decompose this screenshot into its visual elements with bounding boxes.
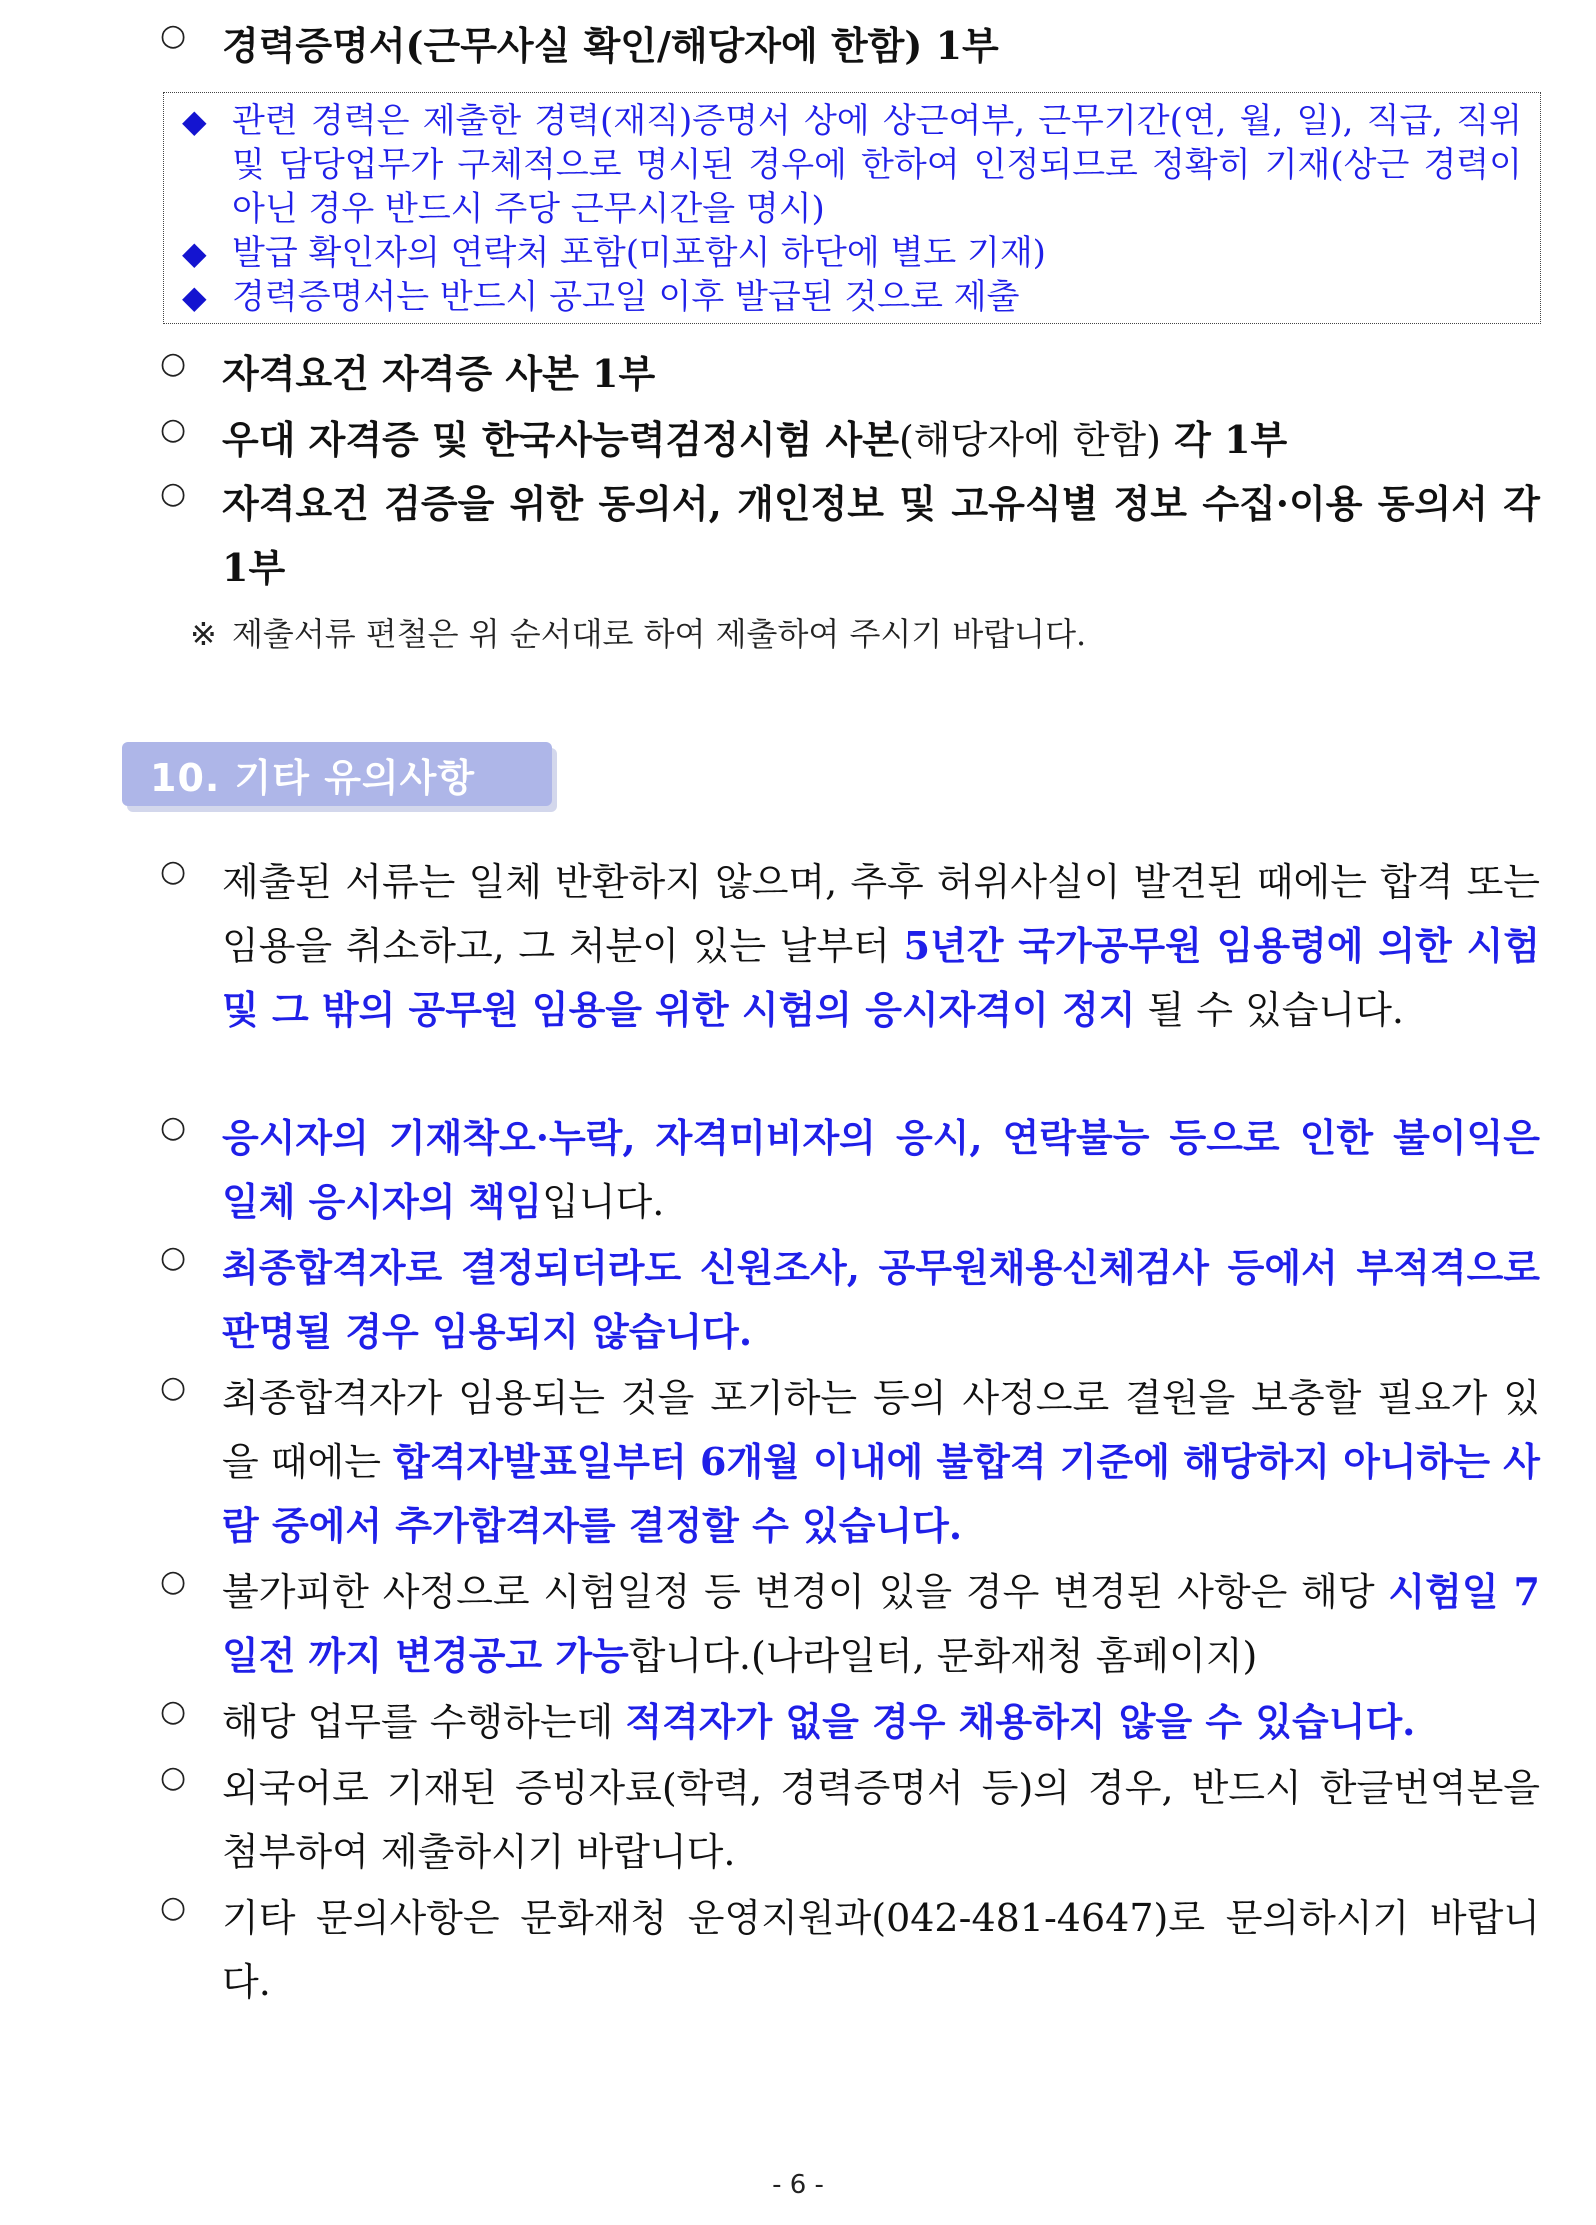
- caution-highlight: 합격자발표일부터 6개월 이내에 불합격 기준에 해당하지 아니하는 사람 중에서 추가합격자를 결정할 수 있습니다.: [222, 1439, 1541, 1548]
- doc-item-text: 우대 자격증 및 한국사능력검정시험 사본: [222, 417, 899, 462]
- bullet-icon: ○: [160, 1110, 187, 1145]
- caution-item: [160, 850, 1540, 1042]
- note-box: [163, 92, 1541, 324]
- caution-text: 합니다.(나라일터, 문화재청 홈페이지): [628, 1634, 1258, 1678]
- caution-text: 해당 업무를 수행하는데: [222, 1700, 626, 1744]
- note-text: 관련 경력은 제출한 경력(재직)증명서 상에 상근여부, 근무기간(연, 월, 일), 직급, 직위 및 담당업무가 구체적으로 명시된 경우에 한하여 인정되므로 정확히 기재(상근 경력이 아닌 경우 반드시 주당 근무시간을 명시): [232, 101, 1522, 229]
- filing-order-note: [190, 612, 1086, 656]
- caution-text: 외국어로 기재된 증빙자료(학력, 경력증명서 등)의 경우, 반드시 한글번역본을 첨부하여 제출하시기 바랍니다.: [222, 1766, 1540, 1874]
- bullet-icon: ○: [160, 1564, 187, 1599]
- doc-item-consent-form: [160, 472, 1540, 600]
- caution-item: [160, 1236, 1540, 1364]
- caution-text: 기타 문의사항은 문화재청 운영지원과(042-481-4647)로 문의하시기 바랍니다.: [222, 1896, 1540, 2004]
- doc-item-count: 각 1부: [1160, 417, 1288, 462]
- diamond-icon: ◆: [182, 234, 207, 272]
- bullet-icon: ○: [160, 1370, 187, 1405]
- section-heading: 10. 기타 유의사항: [122, 742, 552, 806]
- caution-text: 최종합격자가 임용되는 것을 포기하는 등의 사정으로 결원을 보충할 필요가 있을 때에는: [222, 1376, 1540, 1484]
- caution-text: 제출된 서류는 일체 반환하지 않으며, 추후 허위사실이 발견된 때에는 합격 또는 임용을 취소하고, 그 처분이 있는 날부터: [222, 860, 1540, 968]
- doc-item-preferred-license: [160, 408, 1540, 472]
- caution-highlight: 시험일 7일전 까지 변경공고 가능: [222, 1569, 1540, 1678]
- bullet-icon: ○: [160, 854, 187, 889]
- bullet-icon: ○: [160, 18, 187, 53]
- caution-item: [160, 1366, 1540, 1558]
- caution-highlight: 적격자가 없을 경우 채용하지 않을 수 있습니다.: [625, 1699, 1416, 1744]
- caution-item: [160, 1886, 1540, 2014]
- doc-item-career-certificate: [160, 14, 1540, 78]
- bullet-icon: ○: [160, 1240, 187, 1275]
- caution-text: 입니다.: [542, 1180, 665, 1224]
- caution-highlight: 최종합격자로 결정되더라도 신원조사, 공무원채용신체검사 등에서 부적격으로 판명될 경우 임용되지 않습니다.: [222, 1245, 1540, 1354]
- bullet-icon: ○: [160, 1694, 187, 1729]
- caution-item: [160, 1106, 1540, 1234]
- caution-item: [160, 1690, 1540, 1754]
- note-text: 경력증명서는 반드시 공고일 이후 발급된 것으로 제출: [232, 277, 1020, 317]
- doc-item-license-copy: [160, 342, 1540, 406]
- caution-highlight: 응시자의 기재착오·누락, 자격미비자의 응시, 연락불능 등으로 인한 불이익은 일체 응시자의 책임: [222, 1115, 1540, 1224]
- note-item: [182, 231, 1522, 275]
- diamond-icon: ◆: [182, 102, 207, 140]
- bullet-icon: ○: [160, 412, 187, 447]
- doc-item-qualifier: (해당자에 한함): [898, 418, 1161, 462]
- filing-order-text: 제출서류 편철은 위 순서대로 하여 제출하여 주시기 바랍니다.: [232, 615, 1087, 653]
- note-item: [182, 275, 1522, 319]
- doc-item-text: 경력증명서(근무사실 확인/해당자에 한함) 1부: [222, 23, 999, 68]
- bullet-icon: ○: [160, 1760, 187, 1795]
- caution-highlight: 5년간 국가공무원 임용령에 의한 시험 및 그 밖의 공무원 임용을 위한 시험의 응시자격이 정지: [222, 923, 1540, 1032]
- doc-item-text: 자격요건 자격증 사본 1부: [222, 351, 656, 396]
- bullet-icon: ○: [160, 346, 187, 381]
- bullet-icon: ○: [160, 476, 187, 511]
- caution-item: [160, 1560, 1540, 1688]
- note-text: 발급 확인자의 연락처 포함(미포함시 하단에 별도 기재): [232, 233, 1046, 273]
- caution-text: 될 수 있습니다.: [1135, 988, 1404, 1032]
- doc-item-text: 자격요건 검증을 위한 동의서, 개인정보 및 고유식별 정보 수집·이용 동의서 각 1부: [222, 481, 1540, 590]
- note-item: [182, 99, 1522, 231]
- bullet-icon: ○: [160, 1890, 187, 1925]
- diamond-icon: ◆: [182, 278, 207, 316]
- reference-mark-icon: ※: [190, 615, 217, 653]
- caution-item: [160, 1756, 1540, 1884]
- page-number: - 6 -: [772, 2170, 824, 2200]
- caution-text: 불가피한 사정으로 시험일정 등 변경이 있을 경우 변경된 사항은 해당: [222, 1570, 1389, 1614]
